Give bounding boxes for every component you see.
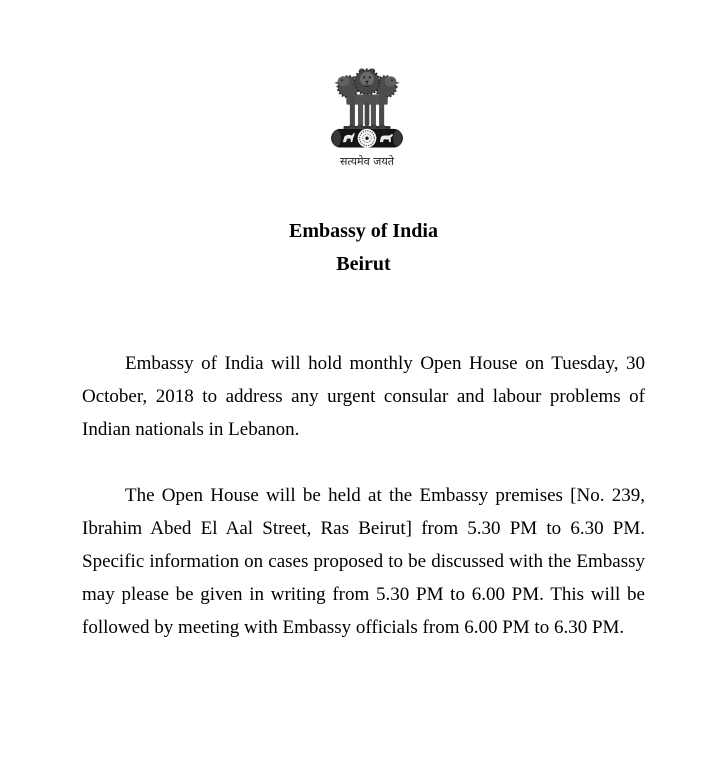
document-title: Embassy of India [289,220,438,242]
lion-figures [334,68,400,128]
paragraph-open-house-announcement: Embassy of India will hold monthly Open House on Tuesday, 30 October, 2018 to address any urgent consular and labour problems of Indian nationals in Lebanon. [82,353,645,440]
emblem-abacus [331,129,403,148]
emblem-block [314,60,420,169]
india-state-emblem-icon [328,60,406,154]
document-subtitle: Beirut [336,253,391,275]
ashoka-chakra-icon [358,129,377,148]
emblem-motto: सत्यमेव जयते [339,155,394,168]
paragraph-open-house-details: The Open House will be held at the Embassy premises [No. 239, Ibrahim Abed El Aal Street, Ras Beirut] from 5.30 PM to 6.30 PM. Specific information on cases proposed to be discussed with the Embassy may please be given in writing from 5.30 PM to 6.00 PM. This will be followed by meeting with Embassy officials from 6.00 PM to 6.30 PM. [82,485,645,638]
